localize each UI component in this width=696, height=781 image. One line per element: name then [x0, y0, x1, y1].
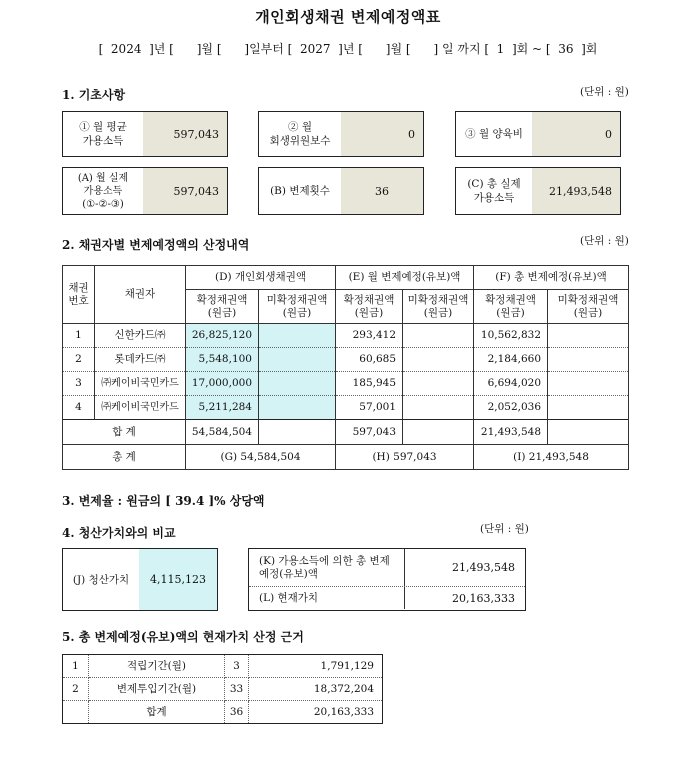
actual-income-label: (A) 월 실제 가용소득 (①-②-③) — [77, 172, 129, 210]
pv-row-value: 1,791,129 — [249, 655, 383, 678]
row-d-unconfirmed — [259, 372, 336, 396]
row-creditor: 롯데카드㈜ — [95, 348, 186, 372]
total-income-value: 21,493,548 — [532, 168, 620, 214]
header-no: 채권 번호 — [63, 266, 95, 324]
child-support-label: ③ 월 양육비 — [465, 128, 523, 140]
pv-total-count: 36 — [225, 701, 249, 724]
l-value: 20,163,333 — [452, 591, 515, 605]
row-f-unconfirmed — [548, 396, 629, 420]
row-e-unconfirmed — [403, 324, 474, 348]
row-creditor: ㈜케이비국민카드 — [95, 396, 186, 420]
row-creditor: 신한카드㈜ — [95, 324, 186, 348]
table-row — [63, 678, 383, 701]
section2-heading: 2. 채권자별 변제예정액의 산정내역 — [62, 238, 250, 252]
k-label: (K) 가용소득에 의한 총 변제 예정(유보)액 — [249, 549, 405, 586]
table-row — [63, 324, 629, 348]
repay-count-label: (B) 변제횟수 — [270, 185, 330, 197]
sum-e-unconfirmed — [403, 420, 474, 445]
total-income-label: (C) 총 실제 가용소득 — [467, 178, 521, 204]
section1-unit: (단위 : 원) — [580, 86, 629, 98]
row-e-unconfirmed — [403, 372, 474, 396]
header-f-confirmed: 확정채권액 (원금) — [474, 290, 548, 324]
header-e-confirmed: 확정채권액 (원금) — [336, 290, 403, 324]
pv-total-value: 20,163,333 — [249, 701, 383, 724]
row-d-confirmed: 5,211,284 — [186, 396, 259, 420]
section1-heading: 1. 기초사항 — [62, 88, 126, 102]
row-e-confirmed: 293,412 — [336, 324, 403, 348]
k-value: 21,493,548 — [452, 561, 515, 574]
sum-e-confirmed: 597,043 — [336, 420, 403, 445]
total-row — [63, 445, 629, 470]
pv-row-label: 적립기간(월) — [89, 655, 225, 678]
liquidation-label: (J) 청산가치 — [72, 573, 130, 586]
row-no: 4 — [63, 396, 95, 420]
row-f-confirmed: 2,052,036 — [474, 396, 548, 420]
row-f-unconfirmed — [548, 324, 629, 348]
row-d-unconfirmed — [259, 324, 336, 348]
header-d-confirmed: 확정채권액 (원금) — [186, 290, 259, 324]
row-e-unconfirmed — [403, 396, 474, 420]
table-row — [63, 348, 629, 372]
row-d-confirmed: 26,825,120 — [186, 324, 259, 348]
row-e-confirmed: 185,945 — [336, 372, 403, 396]
trustee-fee-value: 0 — [341, 112, 423, 156]
row-d-confirmed: 17,000,000 — [186, 372, 259, 396]
avg-income-value: 597,043 — [143, 112, 227, 156]
pv-total-no — [63, 701, 89, 724]
header-d-unconfirmed: 미확정채권액 (원금) — [259, 290, 336, 324]
header-f-unconfirmed: 미확정채권액 (원금) — [548, 290, 629, 324]
sum-row — [63, 420, 629, 445]
header-e-unconfirmed: 미확정채권액 (원금) — [403, 290, 474, 324]
avg-income-label: ① 월 평균 가용소득 — [79, 121, 127, 147]
sum-f-unconfirmed — [548, 420, 629, 445]
avg-income-box — [62, 111, 228, 157]
header-d: (D) 개인회생채권액 — [186, 266, 336, 290]
liquidation-box — [62, 548, 218, 611]
row-no: 2 — [63, 348, 95, 372]
comparison-box — [248, 548, 526, 611]
trustee-fee-box — [258, 111, 424, 157]
row-no: 3 — [63, 372, 95, 396]
section4-unit: (단위 : 원) — [480, 523, 529, 535]
row-e-confirmed: 57,001 — [336, 396, 403, 420]
sum-f-confirmed: 21,493,548 — [474, 420, 548, 445]
actual-income-value: 597,043 — [143, 168, 227, 214]
repay-count-value: 36 — [341, 168, 423, 214]
row-e-confirmed: 60,685 — [336, 348, 403, 372]
document-title: 개인회생채권 변제예정액표 — [255, 8, 441, 26]
section2-unit: (단위 : 원) — [580, 235, 629, 247]
table-row — [63, 396, 629, 420]
pv-row-no: 2 — [63, 678, 89, 701]
actual-income-box — [62, 167, 228, 215]
table-row — [63, 655, 383, 678]
pv-row-no: 1 — [63, 655, 89, 678]
total-label: 총 계 — [63, 445, 186, 470]
header-creditor: 채권자 — [95, 266, 186, 324]
section5-heading: 5. 총 변제예정(유보)액의 현재가치 산정 근거 — [62, 630, 304, 644]
header-e: (E) 월 변제예정(유보)액 — [336, 266, 474, 290]
total-i: (I) 21,493,548 — [474, 445, 629, 470]
pv-row-label: 변제투입기간(월) — [89, 678, 225, 701]
pv-total-row — [63, 701, 383, 724]
child-support-box — [455, 111, 621, 157]
row-d-unconfirmed — [259, 348, 336, 372]
creditor-table — [62, 265, 629, 470]
header-f: (F) 총 변제예정(유보)액 — [474, 266, 629, 290]
sum-d-unconfirmed — [259, 420, 336, 445]
l-label: (L) 현재가치 — [249, 587, 405, 609]
repay-count-box — [258, 167, 424, 215]
trustee-fee-label: ② 월 회생위원보수 — [269, 121, 331, 147]
row-f-confirmed: 2,184,660 — [474, 348, 548, 372]
row-f-unconfirmed — [548, 372, 629, 396]
row-f-confirmed: 10,562,832 — [474, 324, 548, 348]
liquidation-value: 4,115,123 — [139, 549, 217, 610]
child-support-value: 0 — [532, 112, 620, 156]
row-d-unconfirmed — [259, 396, 336, 420]
pv-row-count: 33 — [225, 678, 249, 701]
row-e-unconfirmed — [403, 348, 474, 372]
section3-heading: 3. 변제율 : 원금의 [ 39.4 ]% 상당액 — [62, 494, 265, 508]
row-d-confirmed: 5,548,100 — [186, 348, 259, 372]
sum-d-confirmed: 54,584,504 — [186, 420, 259, 445]
sum-label: 합 계 — [63, 420, 186, 445]
section4-heading: 4. 청산가치와의 비교 — [62, 526, 176, 540]
total-h: (H) 597,043 — [336, 445, 474, 470]
row-f-confirmed: 6,694,020 — [474, 372, 548, 396]
pv-total-label: 합계 — [89, 701, 225, 724]
total-g: (G) 54,584,504 — [186, 445, 336, 470]
row-f-unconfirmed — [548, 348, 629, 372]
pv-row-count: 3 — [225, 655, 249, 678]
present-value-table — [62, 654, 383, 724]
row-creditor: ㈜케이비국민카드 — [95, 372, 186, 396]
total-income-box — [455, 167, 621, 215]
table-row — [63, 372, 629, 396]
row-no: 1 — [63, 324, 95, 348]
pv-row-value: 18,372,204 — [249, 678, 383, 701]
repayment-period: [ 2024 ]년 [ ]월 [ ]일부터 [ 2027 ]년 [ ]월 [ ] 일 까지 [ 1 ]회 ~ [ 36 ]회 — [98, 42, 598, 56]
